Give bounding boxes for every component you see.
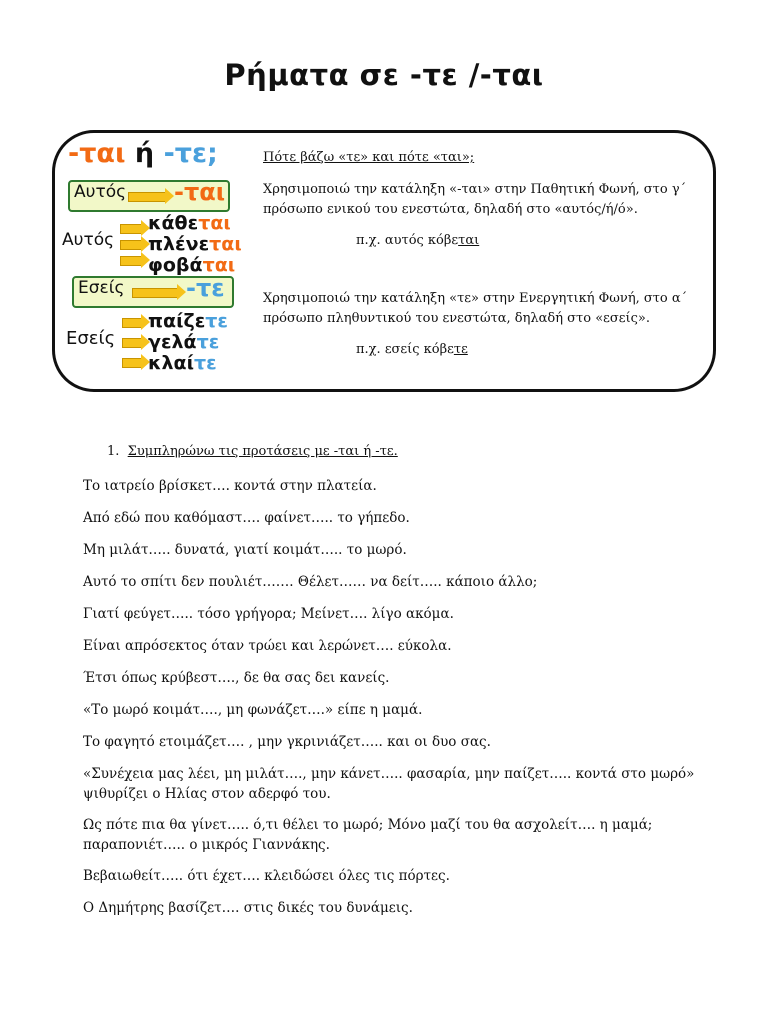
arrow-icon	[120, 256, 142, 266]
exercise-sentence: Αυτό το σπίτι δεν πουλιέτ……. Θέλετ…… να δείτ….. κάποιο άλλο;	[83, 574, 538, 590]
tai-example: π.χ. αυτός κόβεται	[356, 233, 480, 248]
arrow-icon	[120, 224, 142, 234]
heading-or: ή	[134, 138, 155, 169]
rule-question: Πότε βάζω «τε» και πότε «ται»;	[263, 150, 475, 165]
te-explanation: Χρησιμοποιώ την κατάληξη «τε» στην Ενεργητική Φωνή, στο α΄ πρόσωπο πληθυντικού του ενεστώτα, δηλαδή στο «εσείς».	[263, 291, 688, 326]
autos-stem-2: πλένεται	[148, 233, 242, 255]
exercise-number: 1.	[107, 444, 120, 459]
tai-explanation: Χρησιμοποιώ την κατάληξη «-ται» στην Παθητική Φωνή, στο γ΄ πρόσωπο ενικού του ενεστώτα, δηλαδή στο «αυτός/ή/ό».	[263, 182, 687, 217]
eseis-label-2: Εσείς	[66, 328, 116, 349]
exercise-sentence: «Συνέχεια μας λέει, μη μιλάτ…., μην κάνετ….. φασαρία, μην παίζετ….. κοντά στο μωρό» ψιθυρίζει ο Ηλίας στον αδερφό του.	[83, 766, 695, 802]
arrow-icon	[122, 338, 142, 348]
arrow-icon	[132, 288, 178, 298]
heading-tai: -ται	[68, 138, 126, 169]
rule-illustration	[62, 138, 252, 378]
exercise-sentence: Από εδώ που καθόμαστ…. φαίνετ….. το γήπεδο.	[83, 510, 410, 526]
illustration-heading	[68, 138, 218, 169]
eseis-ending: -τε	[186, 274, 225, 302]
autos-stem-3: φοβάται	[148, 254, 236, 276]
autos-label: Αυτός	[74, 182, 127, 202]
page-title: Ρήματα σε -τε /-ται	[224, 58, 544, 92]
eseis-label: Εσείς	[78, 278, 125, 298]
exercise-sentence: Ο Δημήτρης βασίζετ…. στις δικές του δυνάμεις.	[83, 900, 413, 916]
exercise-sentence: Είναι απρόσεκτος όταν τρώει και λερώνετ…. εύκολα.	[83, 638, 452, 654]
exercise-sentence: Μη μιλάτ….. δυνατά, γιατί κοιμάτ….. το μωρό.	[83, 542, 407, 558]
arrow-icon	[122, 358, 142, 368]
eseis-stem-2: γελάτε	[148, 331, 220, 353]
arrow-icon	[128, 192, 166, 202]
exercise-instruction	[107, 444, 398, 459]
exercise-sentence: Έτσι όπως κρύβεστ…., δε θα σας δει κανείς.	[83, 670, 390, 686]
heading-te: -τε;	[163, 138, 218, 169]
exercise-sentence: Γιατί φεύγετ….. τόσο γρήγορα; Μείνετ…. λίγο ακόμα.	[83, 606, 454, 622]
autos-label-2: Αυτός	[62, 230, 115, 250]
exercise-sentence: «Το μωρό κοιμάτ…., μη φωνάζετ….» είπε η μαμά.	[83, 702, 423, 718]
te-example: π.χ. εσείς κόβετε	[356, 342, 468, 357]
autos-ending: -ται	[174, 178, 226, 206]
eseis-stem-3: κλαίτε	[148, 352, 217, 374]
arrow-icon	[120, 240, 142, 250]
exercise-sentence: Το φαγητό ετοιμάζετ…. , μην γκρινιάζετ….. και οι δυο σας.	[83, 734, 491, 750]
exercise-sentence: Βεβαιωθείτ….. ότι έχετ…. κλειδώσει όλες τις πόρτες.	[83, 868, 450, 884]
exercise-sentence: Ως πότε πια θα γίνετ….. ό,τι θέλει το μωρό; Μόνο μαζί του θα ασχολείτ…. η μαμά; παραπονιέτ….. ο μικρός Γιαννάκης.	[83, 817, 653, 853]
arrow-icon	[122, 318, 142, 328]
autos-stem-1: κάθεται	[148, 212, 231, 234]
exercise-sentence: Το ιατρείο βρίσκετ…. κοντά στην πλατεία.	[83, 478, 377, 494]
eseis-stem-1: παίζετε	[148, 310, 228, 332]
exercise-instruction-text: Συμπληρώνω τις προτάσεις με -ται ή -τε.	[127, 444, 398, 459]
